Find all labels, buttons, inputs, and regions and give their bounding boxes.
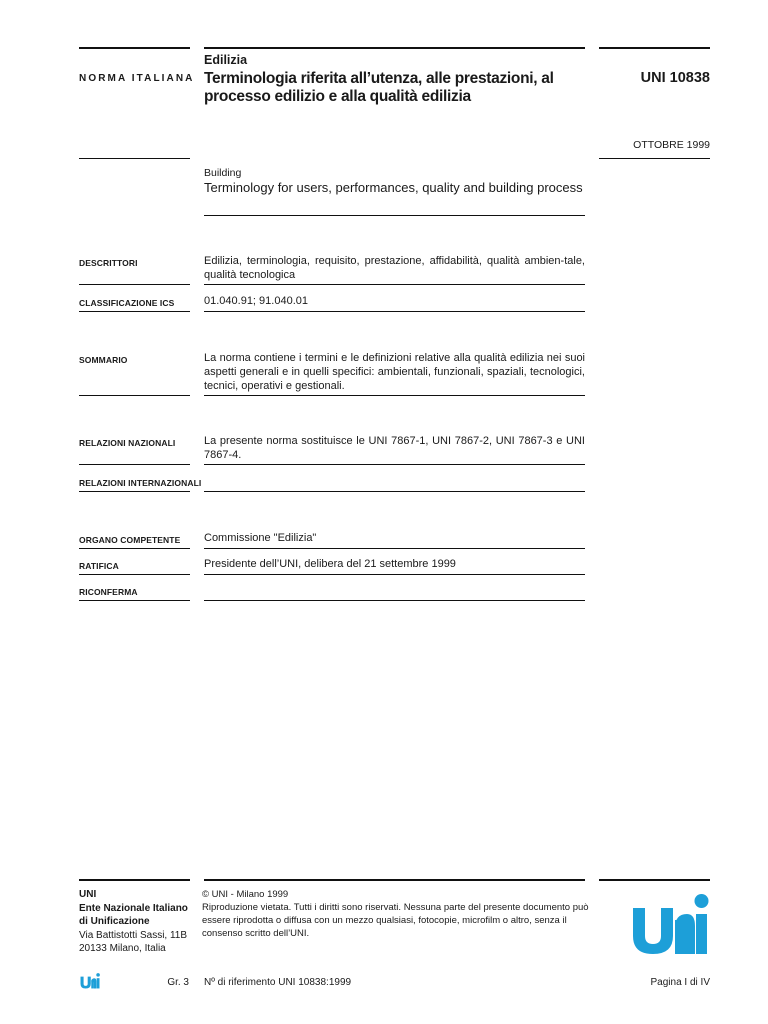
english-title-rule [204,215,585,216]
uni-logo [631,890,709,956]
rights-notice: Riproduzione vietata. Tutti i diritti sono riservati. Nessuna parte del presente documento può essere riprodotta o diffusa con un mezzo qualsiasi, fotocopie, microfilm o altro, senza il consenso scritto dell’UNI. [202,902,589,939]
uni-logo-small [80,972,100,989]
org-name-line-2: di Unificazione [79,916,150,927]
field-label-riconferma: RICONFERMA [79,587,138,597]
field-value-organo-competente: Commissione "Edilizia" [204,532,317,544]
category: Edilizia [204,53,248,67]
address-line-1: Via Battistotti Sassi, 11B [79,929,188,941]
english-title: Terminology for users, performances, quality and building process [204,180,583,195]
rule [204,548,585,549]
rule [204,574,585,575]
publication-date: OTTOBRE 1999 [633,139,710,151]
copyright-block [202,888,592,940]
address-line-2: 20133 Milano, Italia [79,943,166,954]
field-label-ratifica: RATIFICA [79,561,119,571]
standard-code: UNI 10838 [640,70,710,86]
document-title: Terminologia riferita all’utenza, alle prestazioni, al processo edilizio e alla qualità edilizia [204,70,554,105]
rule [204,395,585,396]
field-label-sommario: SOMMARIO [79,355,128,365]
rule [79,284,190,285]
field-value-relazioni-nazionali: La presente norma sostituisce le UNI 7867-1, UNI 7867-2, UNI 7867-3 e UNI 7867-4. [204,435,585,461]
rule [79,311,190,312]
page-indicator: Pagina I di IV [650,977,710,988]
divider-left [79,158,190,159]
footer-rule-right [599,879,710,881]
field-label-relazioni-nazionali: RELAZIONI NAZIONALI [79,438,176,448]
footer-rule-center [204,879,585,881]
rule [79,574,190,575]
rule [79,464,190,465]
field-value-sommario: La norma contiene i termini e le definizioni relative alla qualità edilizia nei suoi aspetti generali e in quelli specifici: ambientali, funzionali, spaziali, tecnologici, tecnici, operativi e gestionali. [204,352,585,392]
field-value-ratifica: Presidente dell’UNI, delibera del 21 settembre 1999 [204,558,456,570]
rule [79,395,190,396]
footer-rule-left [79,879,190,881]
price-group: Gr. 3 [167,977,189,988]
header-rule-right [599,47,710,49]
field-label-ics: CLASSIFICAZIONE ICS [79,298,175,308]
rule [204,284,585,285]
rule [79,600,190,601]
divider-right [599,158,710,159]
header-rule-center [204,47,585,49]
rule [79,491,190,492]
rule [79,548,190,549]
field-label-relazioni-internazionali: RELAZIONI INTERNAZIONALI [79,478,202,488]
publisher-block [79,888,188,956]
norma-italiana-label: NORMA ITALIANA [79,73,195,84]
field-label-organo-competente: ORGANO COMPETENTE [79,535,181,545]
rule [204,491,585,492]
rule [204,311,585,312]
org-name-line-1: Ente Nazionale Italiano [79,902,188,914]
org-short: UNI [79,889,97,900]
field-value-descrittori: Edilizia, terminologia, requisito, prestazione, affidabilità, qualità ambien-tale, qualità tecnologica [204,255,585,281]
rule [204,464,585,465]
english-category: Building [204,167,242,179]
field-value-ics: 01.040.91; 91.040.01 [204,295,308,307]
reference-number: Nº di riferimento UNI 10838:1999 [204,977,352,988]
copyright-line: © UNI - Milano 1999 [202,889,289,900]
field-label-descrittori: DESCRITTORI [79,258,138,268]
rule [204,600,585,601]
header-rule-left [79,47,190,49]
